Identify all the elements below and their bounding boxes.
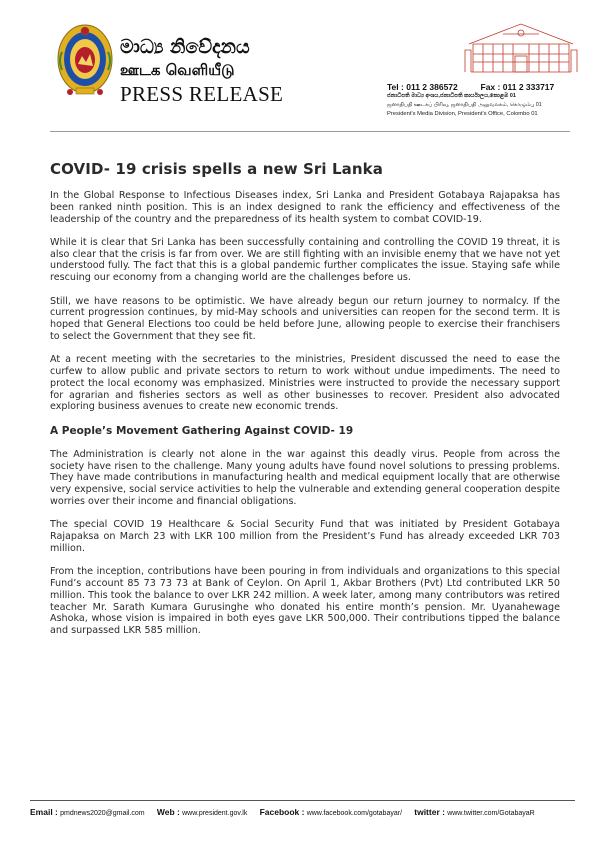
contact-block: [387, 82, 592, 119]
phone-fax-line: [387, 82, 592, 92]
address-tamil: ஜனாதிபதி ஊடகப் பிரிவு, ஜனாதிபதி அலுவலகம், கொழும்பு 01: [387, 102, 542, 108]
tel-label: Tel: [387, 82, 399, 92]
brand-block: [120, 36, 283, 106]
article-title: COVID- 19 crisis spells a new Sri Lanka: [50, 160, 383, 178]
email-label: Email :: [30, 807, 58, 817]
paragraph: From the inception, contributions have been pouring in from individuals and organizations to this special Fund’s account 85 73 73 73 at Bank of Ceylon. On April 1, Akbar Brothers (Pvt) Ltd contributed LKR 50 million. This took the balance to over LKR 242 million. A week later, among many contributors was retired teacher Mr. Sarath Kumara Gurusinghe who donated his entire month’s pension. Mr. Uyanahewage Ashoka, whose vision is impaired in both eyes gave LKR 500,000. Their contributions tipped the balance and surpassed LKR 585 million.: [50, 566, 560, 637]
fax-label: Fax: [480, 82, 496, 92]
tel-value: : 011 2 386572: [401, 82, 458, 92]
article-body: [50, 160, 560, 648]
letterhead: [0, 0, 595, 135]
web-label: Web :: [156, 807, 180, 817]
sri-lanka-emblem-icon: [56, 22, 114, 100]
paragraph: The Administration is clearly not alone in the war against this deadly virus. People from across the society have risen to the challenge. Many young adults have found novel solutions to pressing problems. They have made contributions in manufacturing health and medical equipment locally that are otherwise very expensive, social service activities to help the vulnerable and extending general cooperation despite worries over their income and financial obligations.: [50, 448, 560, 507]
section-subheading: A People’s Movement Gathering Against COVID- 19: [50, 424, 354, 437]
address-english: President's Media Division, President's Office, Colombo 01: [387, 111, 538, 117]
facebook-label: Facebook :: [259, 807, 305, 817]
footer-contacts: [30, 807, 575, 817]
facebook-link[interactable]: www.facebook.com/gotabayar/: [306, 810, 403, 817]
twitter-label: twitter :: [414, 807, 445, 817]
paragraph: Still, we have reasons to be optimistic. We have already begun our return journey to normalcy. If the current progression continues, by mid-May schools and universities can reopen for the second term. It is hoped that General Elections too could be held before June, allowing people to exercise their franchisers to select the Government that they see fit.: [50, 295, 560, 342]
paragraph: At a recent meeting with the secretaries to the ministries, President discussed the need to ease the curfew to allow public and private sectors to return to work without undue impediments. The need to protect the local economy was emphasized. Ministries were instructed to provide the necessary support for agrarian and fisheries sectors as well as other businesses to recover. President also advocated exploring business avenues to create new economic trends.: [50, 354, 560, 413]
brand-press-release: PRESS RELEASE: [120, 82, 284, 106]
brand-tamil: ஊடக வெளியீடு: [120, 61, 235, 79]
web-link[interactable]: www.president.gov.lk: [182, 810, 248, 817]
brand-sinhala: මාධ්‍ය නිවේදනය: [120, 36, 250, 58]
paragraph: In the Global Response to Infectious Diseases index, Sri Lanka and President Gotabaya Rajapaksa has been ranked ninth position. This is an index designed to rank the efficiency and effectiveness of the leadership of the country and the preparedness of its health system to combat COVID-19.: [50, 190, 560, 225]
paragraph: The special COVID 19 Healthcare & Social Security Fund that was initiated by President Gotabaya Rajapaksa on March 23 with LKR 100 million from the President’s Fund has already exceeded LKR 703 million.: [50, 519, 560, 554]
header-divider: [50, 131, 570, 132]
address-sinhala: ජනාධිපති මාධ්‍ය අංශය,ජනාධිපති කාර්යාලය,කොළඹ 01: [387, 93, 517, 99]
twitter-link[interactable]: www.twitter.com/GotabayaR: [447, 810, 535, 817]
fax-value: : 011 2 333717: [497, 82, 555, 92]
footer-divider: [30, 800, 575, 801]
paragraph: While it is clear that Sri Lanka has been successfully containing and controlling the COVID 19 threat, it is also clear that the crisis is far from over. We are still fighting with an invisible enemy that we have not yet understood fully. The fact that this is a global pandemic further complicates the issue. Staying safe while rescuing our economy from a changing world are the challenges before us.: [50, 236, 561, 284]
email-link[interactable]: pmdnews2020@gmail.com: [60, 810, 145, 817]
presidential-building-icon: [463, 20, 579, 76]
